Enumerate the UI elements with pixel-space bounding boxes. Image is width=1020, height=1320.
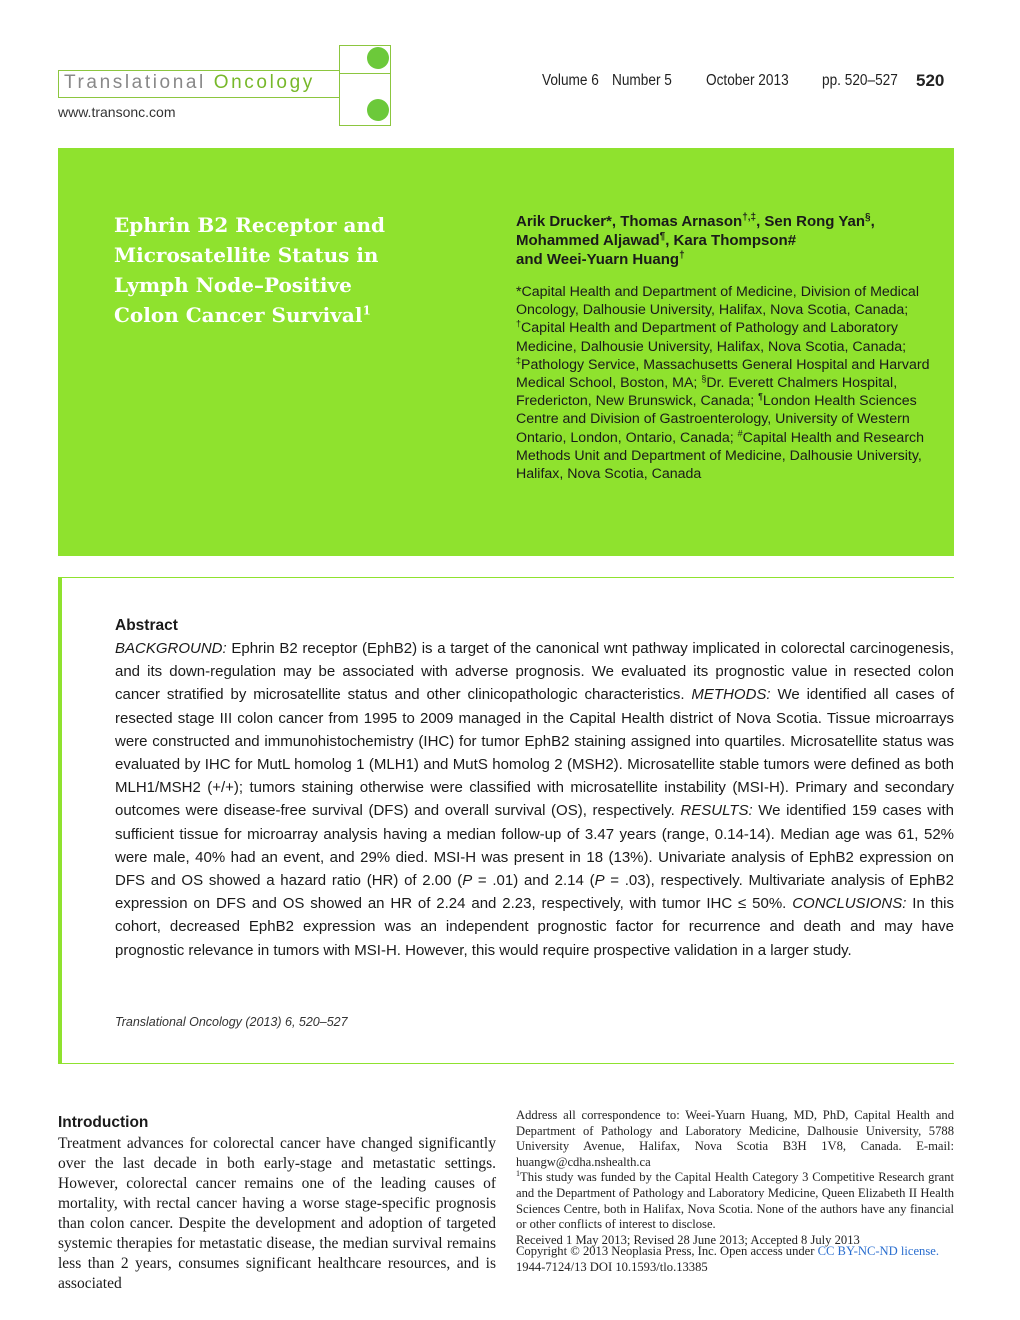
funding-footnote-mark: 1 bbox=[516, 1169, 520, 1179]
author-names: , Sen Rong Yan bbox=[756, 213, 866, 230]
article-citation: Translational Oncology (2013) 6, 520–527 bbox=[115, 1015, 348, 1029]
affiliation-mark: # bbox=[737, 427, 743, 438]
issue-volume: Volume 6 bbox=[542, 72, 599, 89]
author-separator: , bbox=[870, 213, 875, 230]
author-names: Arik Drucker*, Thomas Arnason bbox=[516, 213, 743, 230]
author-names: Mohammed Aljawad bbox=[516, 232, 660, 249]
title-line: Colon Cancer Survival bbox=[114, 303, 363, 327]
affiliation-mark: ¶ bbox=[758, 391, 763, 402]
title-line: Microsatellite Status in bbox=[114, 243, 379, 267]
affiliation-text: Pathology Service, Massachusetts General Hospital and Harvard Medical School, Boston, MA; bbox=[516, 356, 930, 392]
abstract-section-text: Ephrin B2 receptor (EphB2) is a target of the canonical wnt pathway implicated in colorectal carcinogenesis, and its down-regulation may be associated with adverse prognosis. We evaluated its prognostic value in resected colon cancer stratified by microsatellite status and other clinicopathologic characteristics. bbox=[115, 640, 954, 704]
title-line: Lymph Node–Positive bbox=[114, 273, 352, 297]
received-dates: Received 1 May 2013; Revised 28 June 2013; Accepted 8 July 2013 bbox=[516, 1232, 860, 1247]
journal-name-part2: Oncology bbox=[213, 72, 315, 93]
author-affiliations bbox=[516, 283, 936, 483]
affiliation-mark: ¶ bbox=[659, 231, 666, 242]
abstract-section-text: We identified 159 cases with sufficient tissue for microarray analysis having a median follow-up of 3.47 years (range, 0.14-14). Median age was 61, 52% were male, 40% had an event, and 29% died. MSI-H was present in 18 (13%). Univariate analysis of EphB2 expression on DFS and OS showed a hazard ratio (HR) of 2.00 ( bbox=[115, 802, 954, 890]
abstract-section-label: CONCLUSIONS: bbox=[792, 895, 907, 913]
affiliation-text: Capital Health and Research Methods Unit and Department of Medicine, Dalhousie University, Halifax, Nova Scotia, Canada bbox=[516, 429, 925, 483]
affiliation-text: Dr. Everett Chalmers Hospital, Fredericton, New Brunswick, Canada; bbox=[516, 375, 898, 410]
journal-website-link[interactable]: www.transonc.com bbox=[58, 104, 176, 120]
abstract-section-text: We identified all cases of resected stage III colon cancer from 1995 to 2009 managed in the Capital Health district of Nova Scotia. Tissue microarrays were constructed and immunohistochemistry (IHC) for tumor EphB2 staining assigned into quartiles. Microsatellite status was evaluated by IHC for MutL homolog 1 (MLH1) and MutS homolog 2 (MSH2). Microsatellite stable tumors were defined as both MLH1/MSH2 (+/+); tumors staining otherwise were classified with microsatellite instability (MSI-H). Primary and secondary outcomes were disease-free survival (DFS) and overall survival (OS), respectively. bbox=[115, 686, 954, 820]
affiliation-mark: § bbox=[701, 373, 707, 384]
abstract-heading: Abstract bbox=[115, 617, 178, 634]
abstract-section-label: METHODS: bbox=[691, 686, 771, 704]
issue-number: Number 5 bbox=[612, 72, 672, 89]
abstract-section-text: = .03), respectively. Multivariate analysis of EphB2 expression on DFS and OS showed an HR of 2.24 and 2.23, respectively, with tumor IHC ≤ 50%. bbox=[115, 872, 954, 913]
abstract-section-label: RESULTS: bbox=[680, 802, 753, 820]
author-names: , Kara Thompson# bbox=[665, 232, 797, 249]
copyright-block bbox=[516, 1244, 954, 1275]
license-link[interactable]: CC BY-NC-ND license. bbox=[817, 1244, 939, 1258]
logo-dot-bottom bbox=[367, 99, 389, 121]
affiliation-text: London Health Sciences Centre and Division of Gastroenterology, University of Western Ontario, London, Ontario, Canada; bbox=[516, 393, 917, 446]
journal-name bbox=[64, 72, 315, 94]
issue-pages: pp. 520–527 bbox=[822, 72, 898, 89]
affiliation-mark: ‡ bbox=[516, 355, 522, 366]
author-names: and Weei-Yuarn Huang bbox=[516, 251, 680, 268]
journal-name-part1: Translational bbox=[64, 72, 214, 93]
p-value-symbol: P bbox=[462, 872, 473, 890]
affiliation-text: *Capital Health and Department of Medicine, Division of Medical Oncology, Dalhousie University, Halifax, Nova Scotia, Canada; bbox=[516, 284, 919, 319]
funding-note: This study was funded by the Capital Health Category 3 Competitive Research grant and the Department of Pathology and Laboratory Medicine, Queen Elizabeth II Health Sciences Centre, both in Halifax, Nova Scotia. None of the authors have any financial or other conflicts of interest to disclose. bbox=[516, 1170, 954, 1232]
title-line: Ephrin B2 Receptor and bbox=[114, 213, 385, 237]
title-footnote-mark[interactable]: 1 bbox=[362, 303, 371, 318]
affiliation-mark: †,‡ bbox=[742, 212, 757, 223]
abstract-section-text: In this cohort, decreased EphB2 expression was an independent prognostic factor for recurrence and death and may have prognostic relevance in tumors with MSI-H. However, this would require prospective validation in a larger study. bbox=[115, 895, 954, 959]
introduction-text: Treatment advances for colorectal cancer have changed significantly over the last decade in both early-stage and metastatic settings. However, colorectal cancer remains one of the leading causes of mortality, with rectal cancer having a worse stage-specific prognosis than colon cancer. Despite the development and adoption of targeted systemic therapies for metastatic disease, the median survival remains less than 2 years, consumes significant healthcare resources, and is associated bbox=[58, 1135, 496, 1292]
affiliation-text: Capital Health and Department of Pathology and Laboratory Medicine, Dalhousie University, Halifax, Nova Scotia, Canada; bbox=[516, 320, 907, 355]
logo-dot-top bbox=[367, 47, 389, 69]
abstract-section-text: = .01) and 2.14 ( bbox=[472, 872, 595, 890]
introduction-heading: Introduction bbox=[58, 1114, 149, 1131]
logo-divider bbox=[340, 73, 390, 74]
abstract-body bbox=[115, 637, 954, 962]
p-value-symbol: P bbox=[594, 872, 605, 890]
author-list bbox=[516, 212, 936, 269]
paper-title bbox=[114, 210, 414, 330]
affiliation-mark: † bbox=[679, 250, 685, 261]
correspondence-note: Address all correspondence to: Weei-Yuarn Huang, MD, PhD, Capital Health and Department of Pathology and Laboratory Medicine, Dalhousie University, 5788 University Avenue, Halifax, Nova Scotia B3H 1V8, Canada. E-mail: huangw@cdha.nshealth.ca bbox=[516, 1108, 954, 1169]
affiliation-mark: † bbox=[516, 318, 522, 329]
affiliation-mark: § bbox=[865, 212, 871, 223]
copyright-text: Copyright © 2013 Neoplasia Press, Inc. Open access under bbox=[516, 1244, 818, 1258]
abstract-section-label: BACKGROUND: bbox=[115, 640, 227, 657]
issue-date: October 2013 bbox=[706, 72, 789, 89]
footnotes bbox=[516, 1108, 954, 1248]
page-number: 520 bbox=[916, 71, 945, 90]
doi-text: 1944-7124/13 DOI 10.1593/tlo.13385 bbox=[516, 1259, 708, 1274]
